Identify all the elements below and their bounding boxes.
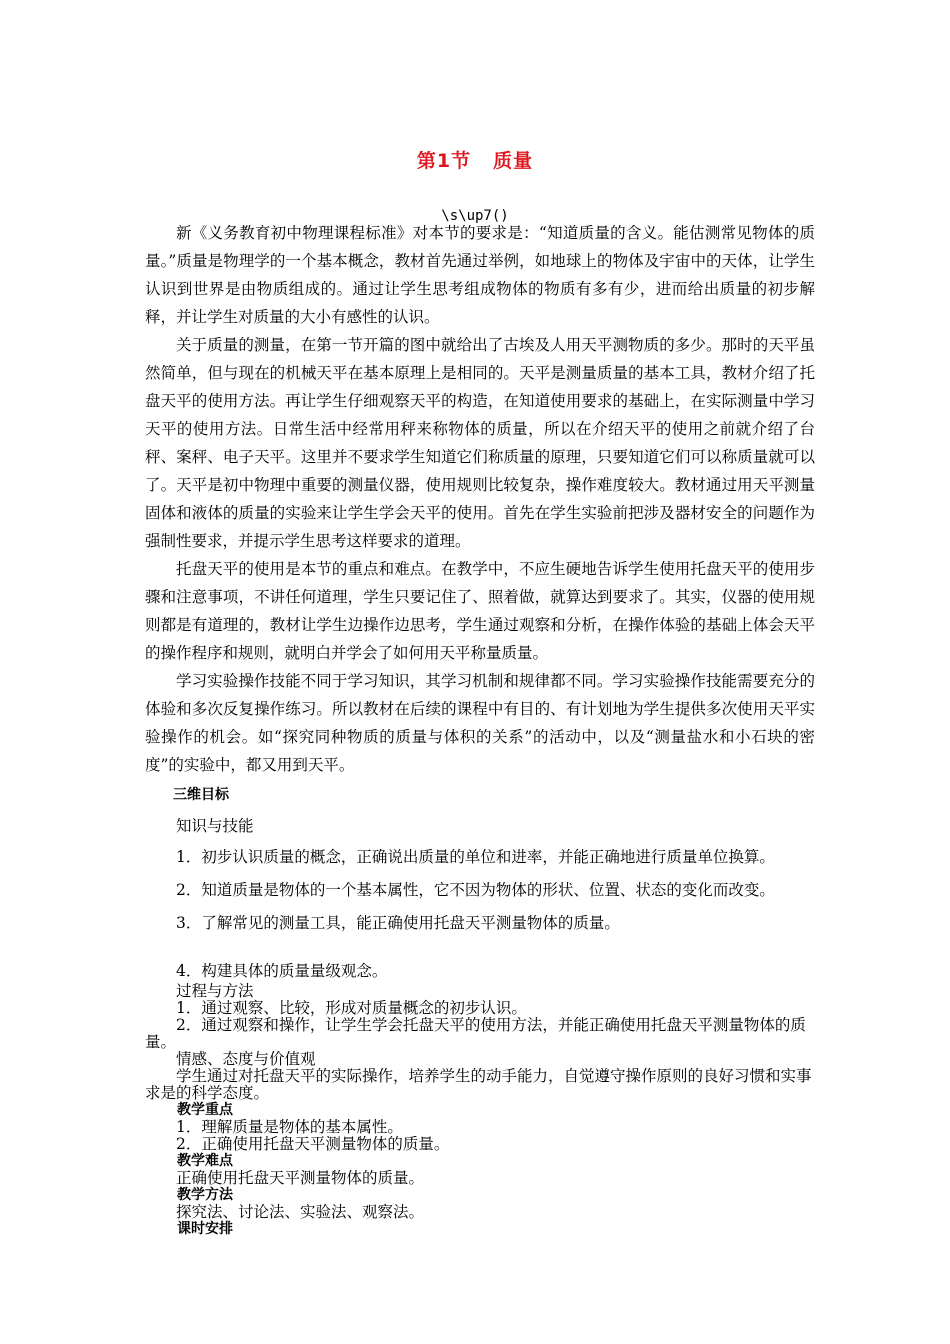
paragraph: 学习实验操作技能不同于学习知识，其学习机制和规律都不同。学习实验操作技能需要充分的体验和多次反复操作练习。所以教材在后续的课程中有目的、有计划地为学生提供多次使用天平实验操作的机会。如“探究同种物质的质量与体积的关系”的活动中，以及“测量盐水和小石块的密度”的实验中，都又用到天平。 [145,672,815,774]
paragraph: 新《义务教育初中物理课程标准》对本节的要求是：“知道质量的含义。能估测常见物体的质量。”质量是物理学的一个基本概念，教材首先通过举例，如地球上的物体及宇宙中的天体，让学生认识到世界是由物质组成的。通过让学生思考组成物体的物质有多有少，进而给出质量的初步解释，并让学生对质量的大小有感性的认识。 [145,224,815,326]
knowledge-item: 3．了解常见的测量工具，能正确使用托盘天平测量物体的质量。 [176,914,620,932]
process-item: 2．通过观察和操作，让学生学会托盘天平的使用方法，并能正确使用托盘天平测量物体的质量。 [145,1016,806,1051]
page-title [0,146,950,173]
main-text [145,219,815,940]
key-point-item: 2．正确使用托盘天平测量物体的质量。 [176,1135,450,1153]
field-code-marker: \s\up7() [441,208,509,224]
process-label: 过程与方法 [176,982,254,1000]
difficulty-text: 正确使用托盘天平测量物体的质量。 [176,1169,425,1187]
title-section-number: 第1节 [416,150,472,172]
methods-heading: 教学方法 [177,1187,233,1203]
schedule-heading: 课时安排 [177,1221,233,1237]
emotion-label: 情感、态度与价值观 [176,1050,316,1068]
paragraph: 关于质量的测量，在第一节开篇的图中就给出了古埃及人用天平测物质的多少。那时的天平虽然简单，但与现在的机械天平在基本原理上是相同的。天平是测量质量的基本工具，教材介绍了托盘天平的使用方法。再让学生仔细观察天平的构造，在知道使用要求的基础上，在实际测量中学习天平的使用方法。日常生活中经常用秤来称物体的质量，所以在介绍天平的使用之前就介绍了台秤、案秤、电子天平。这里并不要求学生知道它们称质量的原理，只要知道它们可以称质量就可以了。天平是初中物理中重要的测量仪器，使用规则比较复杂，操作难度较大。教材通过用天平测量固体和液体的质量的实验来让学生学会天平的使用。首先在学生实验前把涉及器材安全的问题作为强制性要求，并提示学生思考这样要求的道理。 [145,336,815,550]
compact-text [145,963,815,1238]
process-item: 1．通过观察、比较，形成对质量概念的初步认识。 [176,999,527,1017]
methods-text: 探究法、讨论法、实验法、观察法。 [176,1203,425,1221]
knowledge-item: 1．初步认识质量的概念，正确说出质量的单位和进率，并能正确地进行质量单位换算。 [176,848,775,866]
title-topic: 质量 [493,150,534,172]
knowledge-item: 4．构建具体的质量量级观念。 [176,962,388,980]
key-points-heading: 教学重点 [177,1102,233,1118]
emotion-text: 学生通过对托盘天平的实际操作，培养学生的动手能力，自觉遵守操作原则的良好习惯和实事求是的科学态度。 [145,1067,812,1102]
knowledge-label: 知识与技能 [176,817,254,835]
knowledge-item: 2．知道质量是物体的一个基本属性，它不因为物体的形状、位置、状态的变化而改变。 [176,881,775,899]
difficulty-heading: 教学难点 [177,1153,233,1169]
paragraph: 托盘天平的使用是本节的重点和难点。在教学中，不应生硬地告诉学生使用托盘天平的使用步骤和注意事项，不讲任何道理，学生只要记住了、照着做，就算达到要求了。其实，仪器的使用规则都是有道理的，教材让学生边操作边思考，学生通过观察和分析，在操作体验的基础上体会天平的操作程序和规则，就明白并学会了如何用天平称量质量。 [145,560,815,662]
key-point-item: 1．理解质量是物体的基本属性。 [176,1118,403,1136]
goals-heading: 三维目标 [173,787,229,803]
